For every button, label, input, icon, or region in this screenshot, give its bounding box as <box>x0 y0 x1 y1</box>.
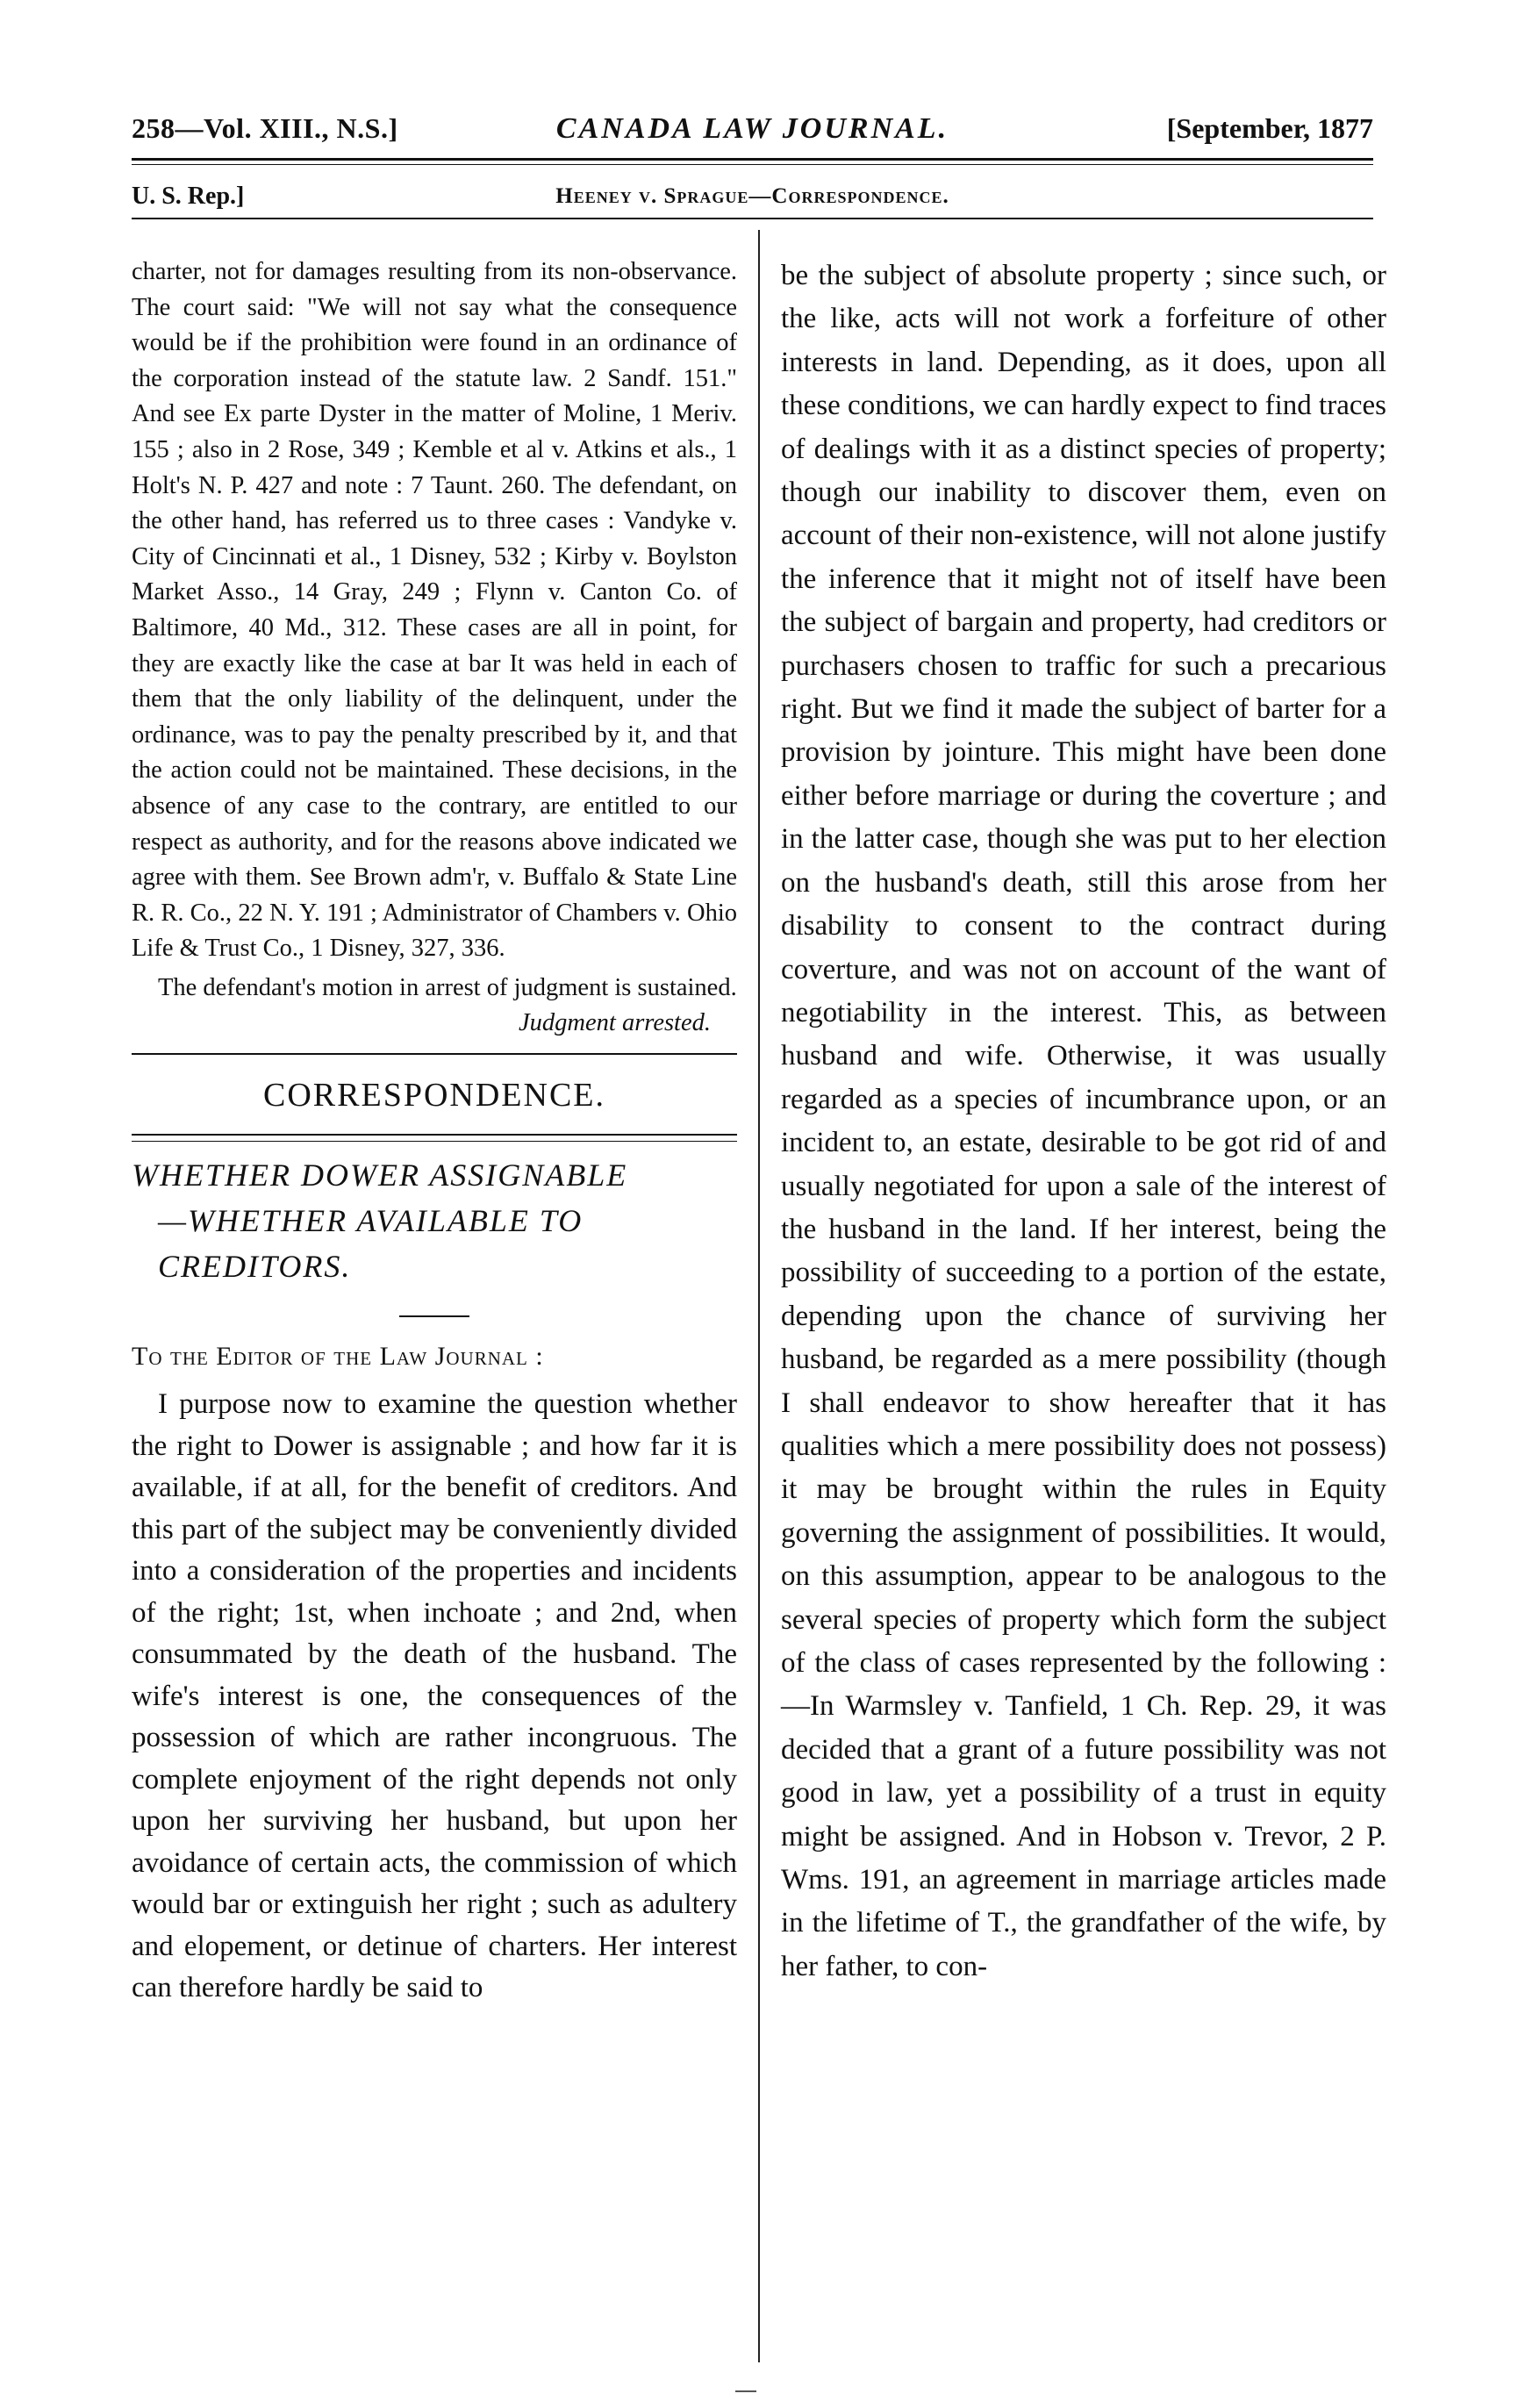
section-rule-double <box>132 1141 737 1142</box>
issue-date: [September, 1877 <box>1166 112 1373 144</box>
reporter-label: U. S. Rep.] <box>132 183 245 210</box>
column-divider <box>758 230 760 2362</box>
header-rule-thin <box>132 164 1373 165</box>
motion-text: The defendant's motion in arrest of judgment is sustained. <box>158 973 737 1001</box>
judgment-result: Judgment arrested. <box>519 1009 711 1037</box>
article-title-line2: —WHETHER AVAILABLE TO CREDITORS. <box>158 1203 584 1285</box>
salutation: To the Editor of the Law Journal : <box>132 1342 544 1372</box>
case-opinion-text: charter, not for damages resulting from its non-observance. The court said: "We will not say what the consequence would be if the prohibition were found in an ordinance of the corporation instead of the statute law. 2 Sandf. 151." And see Ex parte Dyster in the matter of Moline, 1 Meriv. 155 ; also in 2 Rose, 349 ; Kemble et al v. Atkins et als., 1 Holt's N. P. 427 and note : 7 Taunt. 260. The defendant, on the other hand, has referred us to three cases : Vandyke v. City of Cincinnati et al., 1 Disney, 532 ; Kirby v. Boylston Market Asso., 14 Gray, 249 ; Flynn v. Canton Co. of Baltimore, 40 Md., 312. These cases are all in point, for they are exactly like the case at bar It was held in each of them that the only liability of the delinquent, under the ordinance, was to pay the penalty prescribed by it, and that the action could not be maintained. These decisions, in the absence of any case to the contrary, are entitled to our respect as authority, and for the reasons above indicated we agree with them. See Brown adm'r, v. Buffalo & State Line R. R. Co., 22 N. Y. 191 ; Administrator of Chambers v. Ohio Life & Trust Co., 1 Disney, 327, 336. <box>132 258 737 963</box>
header-rule-thick <box>132 158 1373 161</box>
footer-mark <box>735 2390 756 2392</box>
section-rule-top <box>132 1053 737 1055</box>
article-title <box>132 1152 737 1289</box>
letter-body-left: I purpose now to examine the question whether the right to Dower is assignable ; and how far it is available, if at all, for the benefit of creditors. And this part of the subject may be conveniently divided into a consideration of the properties and incidents of the right; 1st, when inchoate ; and 2nd, when consummated by the death of the husband. The wife's interest is one, the consequences of the possession of which are rather incongruous. The complete enjoyment of the right depends not only upon her surviving her husband, but upon her avoidance of certain acts, the commission of which would bar or extinguish her right ; such as adultery and elopement, or detinue of charters. Her interest can therefore hardly be said to <box>132 1388 737 2004</box>
section-head <box>132 183 1373 218</box>
section-rule-bottom <box>132 1134 737 1136</box>
case-heading: Heeney v. Sprague—Correspondence. <box>555 184 949 208</box>
running-head <box>132 112 1373 156</box>
letter-body-right: be the subject of absolute property ; since such, or the like, acts will not work a forfeiture of other interests in land. Depending, as it does, upon all these conditions, we can hardly expect to find traces of dealings with it as a distinct species of property; though our inability to discover them, even on account of their non-existence, will not alone justify the inference that it might not of itself have been the subject of bargain and property, had creditors or purchasers chosen to traffic for such a precarious right. But we find it made the subject of barter for a provision by jointure. This might have been done either before marriage or during the coverture ; and in the latter case, though she was put to her election on the husband's death, still this arose from her disability to consent to the contract during coverture, and was not on account of the want of negotiability in the interest. This, as between husband and wife. Otherwise, it was usually regarded as a species of incumbrance upon, or an incident to, an estate, desirable to be got rid of and usually negotiated for upon a sale of the interest of the husband in the land. If her interest, being the possibility of succeeding to a portion of the estate, depending upon the chance of surviving her husband, be regarded as a mere possibility (though I shall endeavor to show hereafter that it has qualities which a mere possibility does not possess) it may be brought within the rules in Equity governing the assignment of possibilities. It would, on this assumption, appear to be analogous to the several species of property which form the subject of the class of cases represented by the following :—In Warmsley v. Tanfield, 1 Ch. Rep. 29, it was decided that a grant of a future possibility was not good in law, yet a possibility of a trust in equity might be assigned. And in Hobson v. Trevor, 2 P. Wms. 191, an agreement in marriage articles made in the lifetime of T., the grandfather of the wife, by her father, to con- <box>781 260 1387 1982</box>
right-column <box>781 254 1386 1989</box>
correspondence-heading: CORRESPONDENCE. <box>263 1077 605 1114</box>
short-divider <box>399 1315 469 1317</box>
left-column <box>132 254 737 2010</box>
subheader-rule <box>132 218 1373 219</box>
journal-title: CANADA LAW JOURNAL. <box>555 112 949 145</box>
page-volume-label: 258—Vol. XIII., N.S.] <box>132 112 398 144</box>
judgment-line <box>132 1006 737 1041</box>
article-title-line1: WHETHER DOWER ASSIGNABLE <box>132 1157 628 1193</box>
